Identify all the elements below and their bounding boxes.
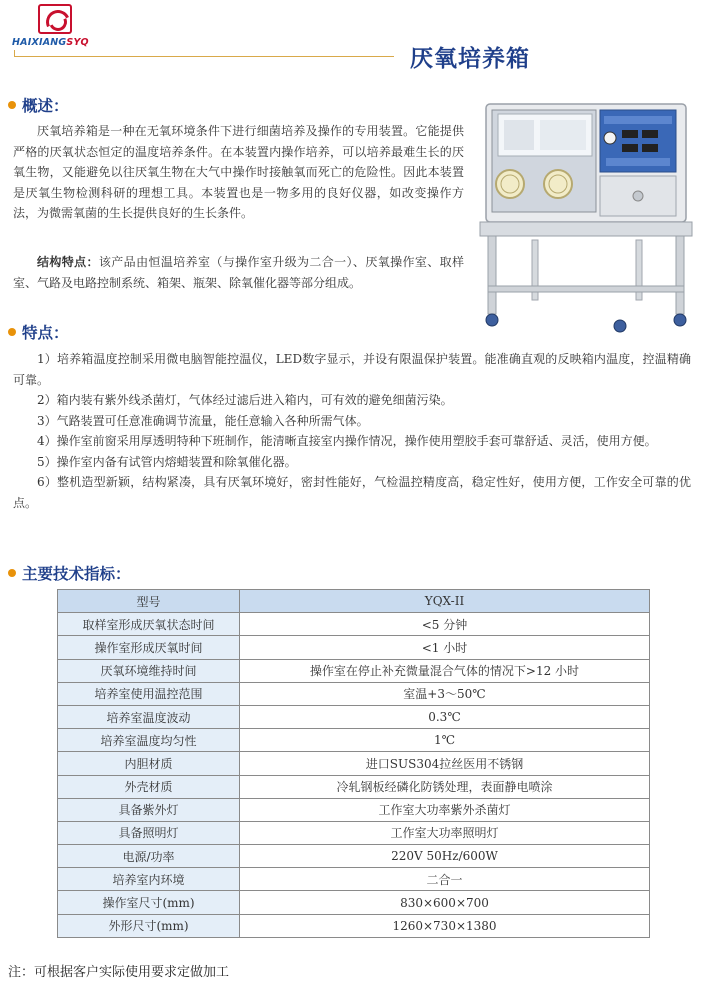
table-row	[58, 636, 650, 659]
company-logo	[12, 4, 104, 50]
overview-heading-text: 概述：	[22, 97, 69, 115]
spec-label: 外壳材质	[58, 775, 240, 798]
spec-value: 830×600×700	[240, 891, 650, 914]
spec-label: 培养室温度均匀性	[58, 729, 240, 752]
spec-label: 培养室温度波动	[58, 705, 240, 728]
logo-text-a: HAIXIANG	[12, 37, 67, 48]
structure-label: 结构特点：	[37, 255, 99, 269]
table-row	[58, 914, 650, 937]
spec-label: 内胆材质	[58, 752, 240, 775]
features-heading	[8, 321, 69, 343]
table-row	[58, 590, 650, 613]
spec-value: 室温+3～50℃	[240, 682, 650, 705]
specs-heading-text: 主要技术指标：	[22, 565, 131, 583]
spec-value: 操作室在停止补充微量混合气体的情况下>12 小时	[240, 659, 650, 682]
spec-value: 冷轧钢板经磷化防锈处理，表面静电喷涂	[240, 775, 650, 798]
feature-item: 6）整机造型新颖，结构紧凑，具有厌氧环境好，密封性能好，气检温控精度高，稳定性好，使用方便，工作安全可靠的优点。	[13, 475, 691, 510]
spec-value: <5 分钟	[240, 613, 650, 636]
table-row	[58, 775, 650, 798]
spec-label: 具备照明灯	[58, 821, 240, 844]
table-row	[58, 891, 650, 914]
spec-value: 0.3℃	[240, 705, 650, 728]
page-title: 厌氧培养箱	[410, 45, 530, 72]
feature-item: 5）操作室内备有试管内熔蜡装置和除氧催化器。	[37, 454, 297, 469]
spec-value: 进口SUS304拉丝医用不锈钢	[240, 752, 650, 775]
logo-wordmark	[12, 37, 89, 48]
table-row	[58, 845, 650, 868]
spec-value: 工作室大功率紫外杀菌灯	[240, 798, 650, 821]
structure-text: 该产品由恒温培养室（与操作室升级为二合一）、厌氧操作室、取样室、气路及电路控制系统、箱架、瓶架、除氧催化器等部分组成。	[13, 255, 464, 290]
table-row	[58, 821, 650, 844]
spec-table	[57, 589, 650, 938]
feature-item: 1）培养箱温度控制采用微电脑智能控温仪，LED数字显示，并设有限温保护装置。能准确直观的反映箱内温度，控温精确可靠。	[13, 352, 691, 387]
bullet-icon	[8, 101, 16, 109]
spec-value: 1260×730×1380	[240, 914, 650, 937]
spec-value: 220V 50Hz/600W	[240, 845, 650, 868]
spec-label: 培养室使用温控范围	[58, 682, 240, 705]
table-row	[58, 613, 650, 636]
table-row	[58, 682, 650, 705]
features-list	[13, 349, 691, 513]
bullet-icon	[8, 328, 16, 336]
spec-value: YQX-II	[240, 590, 650, 613]
anaerobic-incubator-illustration	[470, 100, 702, 336]
feature-item: 4）操作室前窗采用厚透明特种下班制作，能清晰直接室内操作情况，操作使用塑胶手套可靠舒适、灵活，使用方便。	[37, 434, 657, 448]
spec-label: 具备紫外灯	[58, 798, 240, 821]
logo-text-b: SYQ	[66, 37, 89, 48]
table-row	[58, 868, 650, 891]
spec-label: 厌氧环境维持时间	[58, 659, 240, 682]
footnote: 注：可根据客户实际使用要求定做加工	[8, 965, 230, 980]
spec-label: 取样室形成厌氧状态时间	[58, 613, 240, 636]
table-row	[58, 659, 650, 682]
spec-value: <1 小时	[240, 636, 650, 659]
specs-heading	[8, 562, 131, 584]
spec-label: 型号	[58, 590, 240, 613]
spec-label: 操作室形成厌氧时间	[58, 636, 240, 659]
table-row	[58, 752, 650, 775]
spec-label: 培养室内环境	[58, 868, 240, 891]
feature-item: 3）气路装置可任意准确调节流量，能任意输入各种所需气体。	[37, 413, 369, 428]
spec-label: 操作室尺寸(mm)	[58, 891, 240, 914]
overview-paragraph: 厌氧培养箱是一种在无氧环境条件下进行细菌培养及操作的专用装置。它能提供严格的厌氧状态恒定的温度培养条件。在本装置内操作培养，可以培养最难生长的厌氧生物，又能避免以往厌氧生物在大气中操作时接触氧而死亡的危险性。因此本装置是厌氧生物检测科研的理想工具。本装置也是一物多用的良好仪器，如改变操作方法，为微需氧菌的生长提供良好的生长条件。	[13, 124, 464, 220]
table-row	[58, 798, 650, 821]
spec-value: 工作室大功率照明灯	[240, 821, 650, 844]
features-heading-text: 特点：	[22, 324, 69, 342]
header-divider	[14, 56, 394, 57]
logo-emblem-icon	[38, 4, 72, 34]
overview-heading	[8, 94, 69, 116]
spec-value: 二合一	[240, 868, 650, 891]
table-row	[58, 705, 650, 728]
structure-paragraph	[13, 252, 464, 293]
spec-label: 电源/功率	[58, 845, 240, 868]
table-row	[58, 729, 650, 752]
spec-value: 1℃	[240, 729, 650, 752]
feature-item: 2）箱内装有紫外线杀菌灯，气体经过滤后进入箱内，可有效的避免细菌污染。	[37, 393, 453, 407]
bullet-icon	[8, 569, 16, 577]
spec-label: 外形尺寸(mm)	[58, 914, 240, 937]
